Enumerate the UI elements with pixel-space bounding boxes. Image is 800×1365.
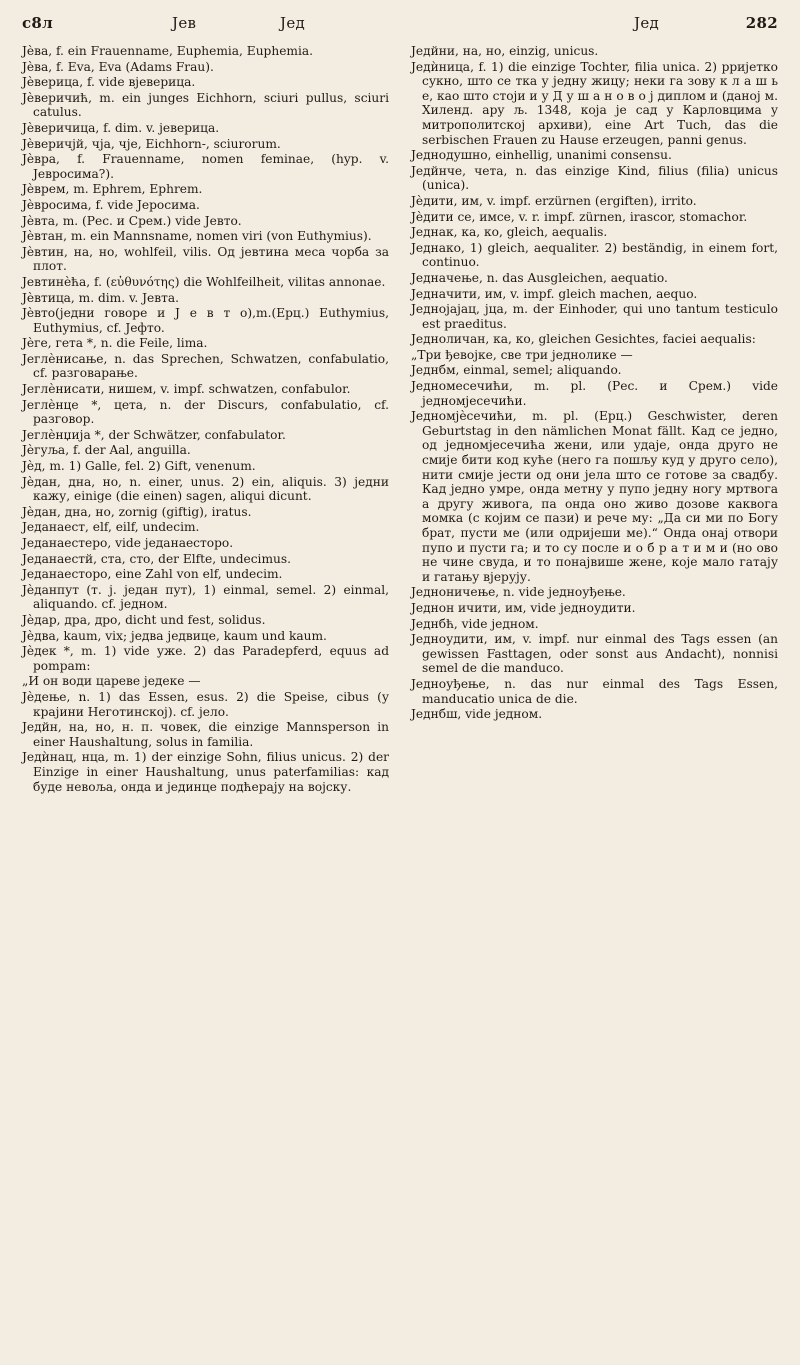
right-page-number: 282	[745, 14, 778, 32]
dictionary-entry: Једнон ичити, им, vide једноудити.	[411, 600, 636, 615]
dictionary-entry: Једнако, 1) gleich, aequaliter. 2) beständig, in einem fort, continuo.	[411, 240, 778, 270]
dictionary-entry: „Три ђевојке, све три једнолике —	[411, 347, 633, 362]
dictionary-entry: Јѐд, m. 1) Galle, fel. 2) Gift, venenum.	[22, 459, 256, 474]
dictionary-entry: Јѐдење, n. 1) das Essen, esus. 2) die Speise, cibus (у крајини Неготинској). cf. јело.	[22, 689, 389, 719]
dictionary-entry: Јѐданпут (т. ј. један пут), 1) einmal, semel. 2) einmal, aliquando. cf. једном.	[22, 582, 389, 612]
dictionary-entry: Јѐверичић, m. ein junges Eichhorn, sciuri pullus, sciuri catulus.	[22, 90, 389, 120]
dictionary-entry: Једйнче, чета, n. das einzige Kind, filius (filia) unicus (unica).	[411, 163, 778, 193]
dictionary-entry: Једанаесторо, eine Zahl von elf, undecim.	[22, 567, 283, 582]
dictionary-entry: Јѐгуља, f. der Aal, anguilla.	[22, 443, 191, 458]
left-guide-word-first: Јев	[172, 14, 197, 32]
dictionary-entry: Јѐдан, дна, но, n. einer, unus. 2) ein, aliquis. 3) једни кажу, einige (die einen) sagen, aliqui dicunt.	[22, 474, 389, 504]
dictionary-entry: Једначење, n. das Ausgleichen, aequatio.	[411, 270, 668, 285]
dictionary-entry: Јѐверица, f. vide вјеверица.	[22, 75, 196, 90]
dictionary-entry: Једнбћ, vide једном.	[411, 616, 539, 631]
dictionary-entry: Јѐва, f. ein Frauenname, Euphemia, Euphemia.	[22, 44, 314, 58]
dictionary-entry: Јѐвросима, f. vide Јеросима.	[22, 197, 200, 212]
dictionary-entry: Јѐверичјй, чја, чје, Eichhorn-, sciurorum.	[22, 136, 281, 151]
dictionary-entry: Јѐвтица, m. dim. v. Јевта.	[22, 290, 180, 305]
dictionary-entry: Једнбм, einmal, semel; aliquando.	[411, 363, 622, 378]
right-guide-word: Јед	[634, 14, 660, 32]
dictionary-entry: Јѐвто(једни говоре и Ј е в т о),m.(Ерц.) Euthymius, Euthymius, cf. Јефтo.	[22, 306, 389, 335]
page-header	[22, 14, 778, 44]
left-page-number: с8л	[22, 14, 54, 32]
dictionary-entry: Једанаестй, ста, сто, der Elfte, undecimus.	[22, 551, 291, 566]
dictionary-entry: Јевтинѐћа, f. (εὐθυνότης) die Wohlfeilheit, vilitas annonae.	[22, 274, 386, 289]
right-column	[411, 44, 778, 795]
dictionary-entry: Једначити, им, v. impf. gleich machen, aequo.	[411, 286, 698, 301]
dictionary-entry: Јеглѐнце *, цета, n. der Discurs, confabulatio, cf. разговор.	[22, 397, 389, 427]
dictionary-entry: Једноудити, им, v. impf. nur einmal des Tags essen (an gewissen Fasttagen, oder sonst aus Andacht), nonnisi semel de die manduco.	[411, 632, 778, 676]
dictionary-entry: Јеглѐнџија *, der Schwätzer, confabulator.	[22, 427, 286, 442]
dictionary-entry: Једйн, на, но, н. п. човек, die einzige Mannsperson in einer Haushaltung, solus in familia.	[22, 720, 389, 749]
dictionary-entry: Јѐдек *, m. 1) vide уже. 2) das Paradepferd, equus ad pompam:	[22, 644, 389, 673]
dictionary-entry: Једномјѐсечићи, m. pl. (Ерц.) Geschwister, deren Geburtstag in den nämlichen Monat fällt. Кад се једно, од једномјесечића жени, или удаје, онда друго не смије бити код куће (него га пошљу куд у друго село), нити смије јести од они јела што се готове за свадбу. Кад једно умре, онда метну у пупо једну ногу мртвога а другу живога, па онда оно живо дозове каквога момка (с којим се пази) и рече му: „Да си ми по Богу брат, пусти ме (или одријеши ме).“ Онда онај отвори пупо и пусти га; и то су после и о б р а т и м и (но ово не чине свуда, и то понајвише жене, које мало гатају и гатању вјерују.	[411, 409, 778, 584]
dictionary-entry: Једнак, ка, ко, gleich, aequalis.	[411, 225, 608, 240]
dictionary-entry: Једноличан, ка, ко, gleichen Gesichtes, faciei aequalis:	[411, 332, 756, 347]
dictionary-entry: Једнбш, vide једном.	[411, 707, 543, 722]
dictionary-entry: Једѝнац, нца, m. 1) der einzige Sohn, filius unicus. 2) der Einzige in einer Haushaltung, unus paterfamilias: кад буде невоља, онда и јединце подћерају на војску.	[22, 750, 389, 794]
dictionary-entry: Јеглѐнисати, нишем, v. impf. schwatzen, confabulor.	[22, 382, 351, 397]
dictionary-entry: Једноничење, n. vide једноуђење.	[411, 585, 626, 600]
dictionary-entry: Једномесечићи, m. pl. (Рес. и Срем.) vide једномјесечићи.	[411, 379, 778, 408]
dictionary-entry: Јеглѐнисање, n. das Sprechen, Schwatzen, confabulatio, cf. разговарање.	[22, 351, 389, 381]
dictionary-entry: Једанаестеро, vide једанаесторо.	[22, 536, 234, 550]
dictionary-entry: Јѐдити се, имсе, v. r. impf. zürnen, irascor, stomachor.	[411, 209, 748, 224]
dictionary-entry: Јѐвра, f. Frauenname, nomen feminae, (hyp. v. Јевросима?).	[22, 152, 389, 181]
dictionary-entry: Једанаест, elf, eilf, undecim.	[22, 520, 200, 535]
dictionary-entry: Једнодушно, einhellig, unanimi consensu.	[411, 148, 672, 163]
columns	[22, 44, 778, 795]
dictionary-entry: Јѐврем, m. Ephrem, Ephrem.	[22, 182, 203, 197]
dictionary-entry: Јѐвтин, на, но, wohlfeil, vilis. Од јевтина меса чорба за плот.	[22, 244, 389, 274]
dictionary-entry: Једйни, на, но, einzig, unicus.	[411, 44, 599, 58]
dictionary-entry: Јѐвтан, m. ein Mannsname, nomen viri (von Euthymius).	[22, 229, 372, 244]
left-guide-word-last: Јед	[280, 14, 306, 32]
dictionary-entry: Јѐге, гета *, n. die Feile, lima.	[22, 336, 208, 351]
dictionary-entry: Јѐдар, дра, дро, dicht und fest, solidus.	[22, 612, 266, 627]
dictionary-entry: Јѐдити, им, v. impf. erzürnen (ergiften), irrito.	[411, 193, 697, 208]
dictionary-entry: Јѐвта, m. (Рес. и Срем.) vide Јевто.	[22, 213, 242, 228]
dictionary-entry: Једноуђење, n. das nur einmal des Tags Essen, manducatio unica de die.	[411, 676, 778, 706]
left-column	[22, 44, 389, 795]
dictionary-entry: Једѝница, f. 1) die einzige Tochter, filia unica. 2) рријетко сукно, што се тка у једну жицу; неки га зову к л а ш ь е, као што стоји и у Д у ш а н о в о ј диплом и (даној м. Хиленд. ару љ. 1348, која је сад у Карловцима у митрополитској архиви), eine Art Tuch, das die serbischen Frauen zu Hause erzeugen, panni genus.	[411, 59, 778, 147]
dictionary-entry: Јѐва, f. Eva, Eva (Adams Frau).	[22, 59, 214, 74]
dictionary-entry: Једнојајац, јца, m. der Einhoder, qui uno tantum testiculo est praeditus.	[411, 302, 778, 331]
dictionary-entry: Јѐдва, kaum, vix; једва једвице, kaum und kaum.	[22, 628, 327, 643]
dictionary-entry: „И он води цареве једеке —	[22, 674, 201, 689]
dictionary-entry: Јѐверичица, f. dim. v. јеверица.	[22, 120, 220, 135]
dictionary-entry: Јѐдан, дна, но, zornig (giftig), iratus.	[22, 504, 252, 519]
